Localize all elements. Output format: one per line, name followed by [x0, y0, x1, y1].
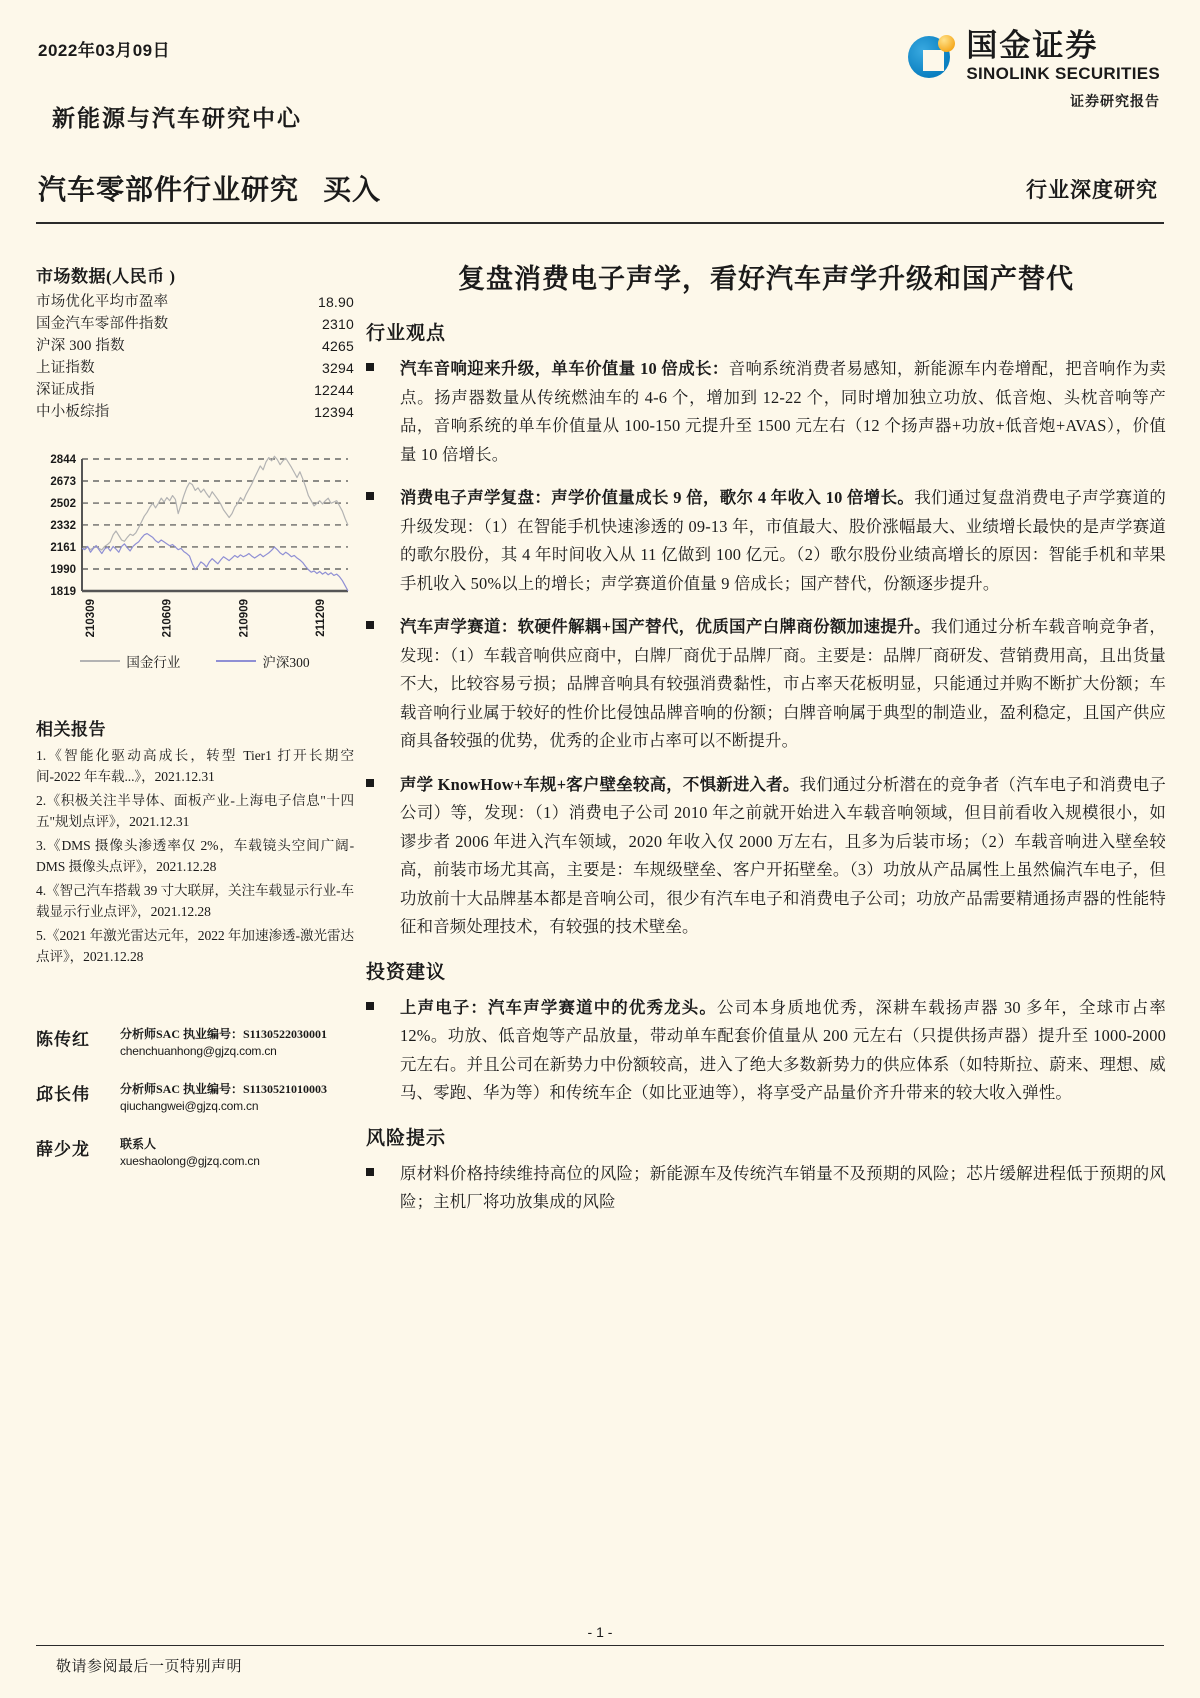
logo-english-name: SINOLINK SECURITIES [966, 64, 1160, 83]
md-label: 市场优化平均市盈率 [36, 294, 169, 310]
legend-item-1 [216, 651, 309, 671]
analyst-role: 分析师SAC 执业编号：S1130522030001 [120, 1027, 328, 1041]
analyst-name: 陈传红 [36, 1030, 90, 1049]
square-bullet-icon [366, 613, 400, 756]
md-label: 中小板综指 [36, 404, 110, 420]
square-bullet-icon [366, 1160, 400, 1217]
series-line-1 [82, 534, 348, 591]
list-item[interactable]: 1.《智能化驱动高成长，转型 Tier1 打开长期空间-2022 年车载...》，2021.12.31 [36, 748, 354, 784]
y-axis-tick-label: 2844 [50, 454, 76, 466]
header-divider [36, 222, 1164, 224]
rating-badge: 买入 [323, 175, 382, 206]
main-content [366, 258, 1166, 1232]
analyst-role: 分析师SAC 执业编号：S1130521010003 [120, 1082, 328, 1096]
research-center-name: 新能源与汽车研究中心 [52, 106, 302, 131]
table-row [36, 313, 354, 335]
bullet-item-risk [366, 1160, 1166, 1217]
bullet-text [400, 994, 1166, 1108]
market-data-table [36, 291, 354, 423]
bullet-text [400, 613, 1166, 756]
bullet-item [366, 613, 1166, 756]
bullet-item [366, 771, 1166, 942]
x-axis-tick-label: 210609 [161, 599, 174, 638]
bullet-item-investment [366, 994, 1166, 1108]
square-bullet-icon [366, 355, 400, 469]
report-date: 2022年03月09日 [38, 41, 171, 60]
analyst-email[interactable]: xueshaolong@gjzq.com.cn [120, 1154, 260, 1168]
index-performance-chart [36, 453, 354, 643]
company-logo [908, 30, 1160, 111]
md-label: 上证指数 [36, 360, 95, 376]
bullet-sep: 。 [782, 774, 800, 794]
list-item[interactable]: 5.《2021 年激光雷达元年，2022 年加速渗透-激光雷达点评》，2021.12.28 [36, 928, 354, 964]
md-value: 12394 [314, 404, 354, 420]
footer-note: 敬请参阅最后一页特别声明 [56, 1659, 243, 1675]
related-reports-title: 相关报告 [36, 720, 106, 739]
bullet-detail: 音响系统消费者易感知，新能源车内卷增配，把音响作为卖点。扬声器数量从传统燃油车的 4-6 个，增加到 12-22 个，同时增加独立功放、低音炮、头枕音响等产品，音响系统的单车价值量从 100-150 元提升至 1500 元左右（12 个扬声器+功放+低音炮+AVAS），价值量 10 倍增长。 [400, 359, 1166, 464]
md-value: 18.90 [317, 294, 354, 310]
table-row [36, 379, 354, 401]
y-axis-tick-label: 1819 [50, 586, 76, 598]
bullet-detail: 原材料价格持续维持高位的风险；新能源车及传统汽车销量不及预期的风险；芯片缓解进程低于预期的风险；主机厂将功放集成的风险 [400, 1163, 1166, 1211]
analyst-name: 薛少龙 [36, 1140, 90, 1159]
bullet-detail: 我们通过分析潜在的竞争者（汽车电子和消费电子公司）等，发现：（1）消费电子公司 2010 年之前就开始进入车载音响领域，但目前看收入规模很小，如谬步者 2006 年进入汽车领域，2020 年收入仅 2000 万左右，且多为后装市场；（2）车载音响进入壁垒较高，前装市场尤其高，主要是：车规级壁垒、客户开拓壁垒。（3）功放从产品属性上虽然偏汽车电子，但功放前十大品牌基本都是音响公司，很少有汽车电子和消费电子公司；功放产品需要精通扬声器的性能特征和音频处理技术，有较强的技术壁垒。 [400, 774, 1167, 936]
x-axis-tick-label: 211209 [315, 599, 327, 637]
bullet-sep: 。 [914, 617, 931, 636]
md-value: 4265 [322, 338, 354, 354]
section-heading-industry-view: 行业观点 [366, 323, 447, 344]
x-axis-tick-label: 210909 [238, 599, 251, 638]
md-label: 深证成指 [36, 382, 95, 398]
bullet-lead: 消费电子声学复盘：声学价值量成长 9 倍，歌尔 4 年收入 10 倍增长 [400, 488, 898, 507]
market-data-title: 市场数据(人民币 ) [36, 267, 176, 286]
sidebar [36, 262, 354, 1190]
legend-item-0 [80, 651, 180, 671]
bullet-text [400, 771, 1166, 942]
md-value: 12244 [314, 382, 354, 398]
logo-subtitle: 证券研究报告 [1070, 95, 1160, 110]
chart-svg [36, 453, 354, 643]
legend-swatch [216, 660, 256, 662]
analyst-email[interactable]: qiuchangwei@gjzq.com.cn [120, 1099, 259, 1113]
analyst-entry [36, 1025, 354, 1058]
analyst-entry [36, 1080, 354, 1113]
bullet-lead: 汽车声学赛道：软硬件解耦+国产替代，优质国产白牌商份额加速提升 [400, 617, 915, 636]
chart-legend [36, 651, 354, 671]
industry-title [38, 168, 381, 208]
list-item[interactable]: 2.《积极关注半导体、面板产业-上海电子信息"十四五"规划点评》，2021.12.31 [36, 793, 354, 829]
md-label: 沪深 300 指数 [36, 338, 125, 354]
bullet-text [400, 355, 1166, 469]
bullet-lead: 声学 KnowHow+车规+客户壁垒较高，不惧新进入者 [400, 774, 783, 794]
legend-label: 沪深300 [262, 655, 310, 670]
page-number: - 1 - [587, 1624, 613, 1640]
section-heading-investment: 投资建议 [366, 961, 447, 983]
bullet-detail: 公司本身质地优秀，深耕车载扬声器 30 多年，全球市占率 12%。功放、低音炮等产品放量，带动单车配套价值量从 200 元左右（只提供扬声器）提升至 1000-2000 元左右。并且公司在新势力中份额较高，进入了绝大多数新势力的供应体系（如特斯拉、蔚来、理想、威马、零跑、华为等）和传统车企（如比亚迪等），将享受产品量价齐升带来的较大收入弹性。 [400, 997, 1166, 1102]
bullet-sep: 。 [897, 488, 915, 507]
list-item[interactable]: 3.《DMS 摄像头渗透率仅 2%，车载镜头空间广阔-DMS 摄像头点评》，2021.12.28 [36, 838, 354, 874]
footer-divider [36, 1645, 1164, 1647]
analyst-name: 邱长伟 [36, 1085, 90, 1104]
bullet-item [366, 484, 1166, 598]
logo-row [908, 30, 1160, 84]
analyst-list [36, 1025, 354, 1168]
list-item[interactable]: 4.《智己汽车搭载 39 寸大联屏，关注车载显示行业-车载显示行业点评》，2021.12.28 [36, 883, 354, 919]
square-bullet-icon [366, 484, 400, 598]
logo-chinese-name: 国金证券 [966, 28, 1099, 63]
table-row [36, 291, 354, 313]
y-axis-tick-label: 1990 [50, 563, 76, 576]
md-value: 3294 [322, 360, 354, 376]
bullet-lead: 上声电子：汽车声学赛道中的优秀龙头 [400, 997, 700, 1017]
y-axis-tick-label: 2673 [50, 476, 76, 489]
analyst-meta [120, 1135, 354, 1168]
bullet-sep: ： [711, 359, 729, 378]
analyst-meta [120, 1080, 354, 1113]
industry-name: 汽车零部件行业研究 [38, 175, 300, 206]
md-value: 2310 [322, 316, 354, 332]
bullet-item [366, 355, 1166, 469]
y-axis-tick-label: 2332 [50, 519, 76, 532]
md-label: 国金汽车零部件指数 [36, 316, 169, 332]
bullet-sep: 。 [699, 997, 717, 1017]
related-reports [36, 715, 354, 967]
bullet-detail: 我们通过复盘消费电子声学赛道的升级发现：（1）在智能手机快速渗透的 09-13 年，市值最大、股价涨幅最大、业绩增长最快的是声学赛道的歌尔股份，其 4 年时间收入从 11 亿做到 100 亿元。（2）歌尔股份业绩高增长的原因：智能手机和苹果手机收入 50%以上的增长；声学赛道价值量 9 倍成长；国产替代，份额逐步提升。 [400, 488, 1167, 593]
analyst-role: 联系人 [120, 1137, 157, 1151]
analyst-meta [120, 1025, 354, 1058]
analyst-entry [36, 1135, 354, 1168]
square-bullet-icon [366, 994, 400, 1108]
square-bullet-icon [366, 771, 400, 942]
table-row [36, 357, 354, 379]
y-axis-tick-label: 2161 [50, 541, 76, 554]
x-axis-tick-label: 210309 [85, 599, 97, 638]
bullet-lead: 汽车音响迎来升级，单车价值量 10 倍成长 [400, 359, 712, 378]
bullet-text [400, 484, 1166, 598]
table-row [36, 401, 354, 423]
legend-swatch [80, 660, 120, 662]
report-type: 行业深度研究 [1026, 178, 1158, 202]
table-row [36, 335, 354, 357]
legend-label: 国金行业 [126, 655, 181, 670]
analyst-email[interactable]: chenchuanhong@gjzq.com.cn [120, 1044, 277, 1058]
y-axis-tick-label: 2502 [50, 498, 76, 511]
section-heading-risk: 风险提示 [366, 1127, 447, 1149]
page-title: 复盘消费电子声学，看好汽车声学升级和国产替代 [458, 264, 1074, 294]
bullet-detail: 我们通过分析车载音响竞争者，发现：（1）车载音响供应商中，白牌厂商优于品牌厂商。主要是：品牌厂商研发、营销费用高，且出货量不大，比较容易亏损；品牌音响具有较强消费黏性，市占率天花板明显，只能通过并购不断扩大份额；车载音响行业属于较好的性价比侵蚀品牌音响的份额；白牌音响属于典型的制造业，盈利稳定，且国产供应商具备较强的优势，优秀的企业市占率可以不断提升。 [400, 617, 1166, 750]
sinolink-mark-icon [908, 33, 956, 81]
logo-text [966, 30, 1160, 84]
